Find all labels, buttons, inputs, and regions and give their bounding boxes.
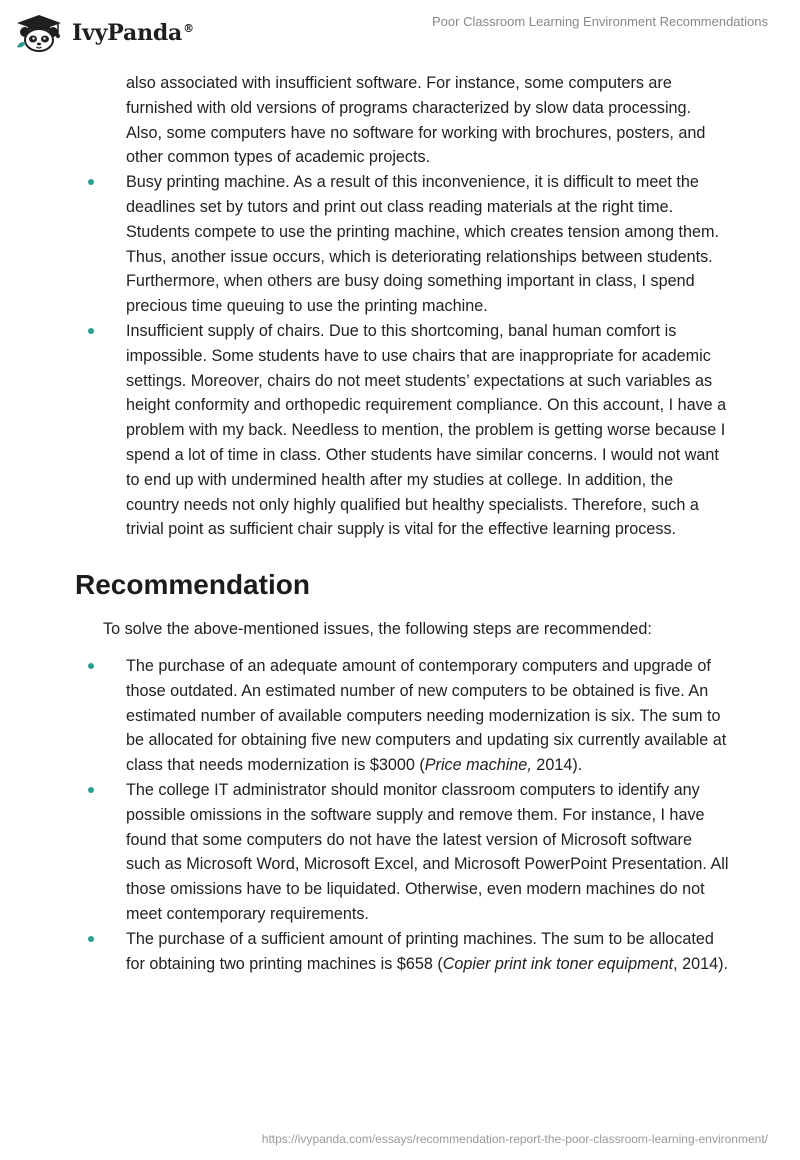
source-url[interactable]: https://ivypanda.com/essays/recommendation-report-the-poor-classroom-learning-environment/ [261, 1132, 768, 1146]
panda-graduate-icon [14, 13, 64, 53]
list-item [0, 654, 800, 778]
logo-text: IvyPanda® [72, 20, 194, 46]
list-item-continued: also associated with insufficient software. For instance, some computers are furnished with old versions of programs characterized by slow data processing. Also, some computers have no software for working with brochures, posters, and other common types of academic projects. [126, 74, 706, 167]
list-item [0, 319, 800, 542]
list-item [0, 927, 800, 977]
list-item-text: The purchase of a sufficient amount of printing machines. The sum to be allocated for obtaining two printing machines is $658 ( [126, 929, 714, 973]
citation: Price machine, [424, 756, 532, 775]
citation-tail: 2014). [531, 756, 583, 775]
list-item [0, 778, 800, 927]
ivypanda-logo[interactable] [14, 10, 194, 56]
bullet-icon [88, 936, 94, 942]
document-title: Poor Classroom Learning Environment Recommendations [432, 14, 768, 29]
section-heading: Recommendation [75, 569, 310, 601]
essay-content [0, 71, 800, 976]
list-item-text: The college IT administrator should monitor classroom computers to identify any possible omissions in the software supply and remove them. For instance, I have found that some computers do not have the latest version of Microsoft software such as Microsoft Word, Microsoft Excel, and Microsoft PowerPoint Presentation. All those omissions have to be liquidated. Otherwise, even modern machines do not meet contemporary requirements. [126, 780, 729, 923]
bullet-icon [88, 787, 94, 793]
list-item-text: The purchase of an adequate amount of contemporary computers and upgrade of those outdated. An estimated number of new computers to be obtained is five. An estimated number of available computers needing modernization is six. The sum to be allocated for obtaining five new computers and updating six currently available at class that needs modernization is $3000 ( [126, 656, 727, 775]
bullet-icon [88, 179, 94, 185]
recommendation-list [0, 654, 800, 976]
list-item [0, 170, 800, 319]
list-item-text: Busy printing machine. As a result of this inconvenience, it is difficult to meet the deadlines set by tutors and print out class reading materials at the right time. Students compete to use the printing machine, which creates tension among them. Thus, another issue occurs, which is deteriorating relationships between students. Furthermore, when others are busy doing something important in class, I spend precious time queuing to use the printing machine. [126, 173, 719, 316]
list-item-text: Insufficient supply of chairs. Due to this shortcoming, banal human comfort is impossible. Some students have to use chairs that are inappropriate for academic settings. Moreover, chairs do not meet students’ expectations at such variables as height conformity and orthopedic requirement compliance. On this account, I have a problem with my back. Needless to mention, the problem is getting worse because I spend a lot of time in class. Other students have similar concerns. I would not want to end up with undermined health after my studies at college. In addition, the country needs not only highly qualified but healthy specialists. Therefore, such a trivial point as sufficient chair supply is vital for the effective learning process. [126, 321, 727, 539]
bullet-icon [88, 663, 94, 669]
citation-tail: , 2014). [673, 954, 728, 973]
citation: Copier print ink toner equipment [442, 954, 674, 973]
problem-list [0, 71, 800, 542]
bullet-icon [88, 328, 94, 334]
section-intro: To solve the above-mentioned issues, the following steps are recommended: [103, 620, 652, 639]
